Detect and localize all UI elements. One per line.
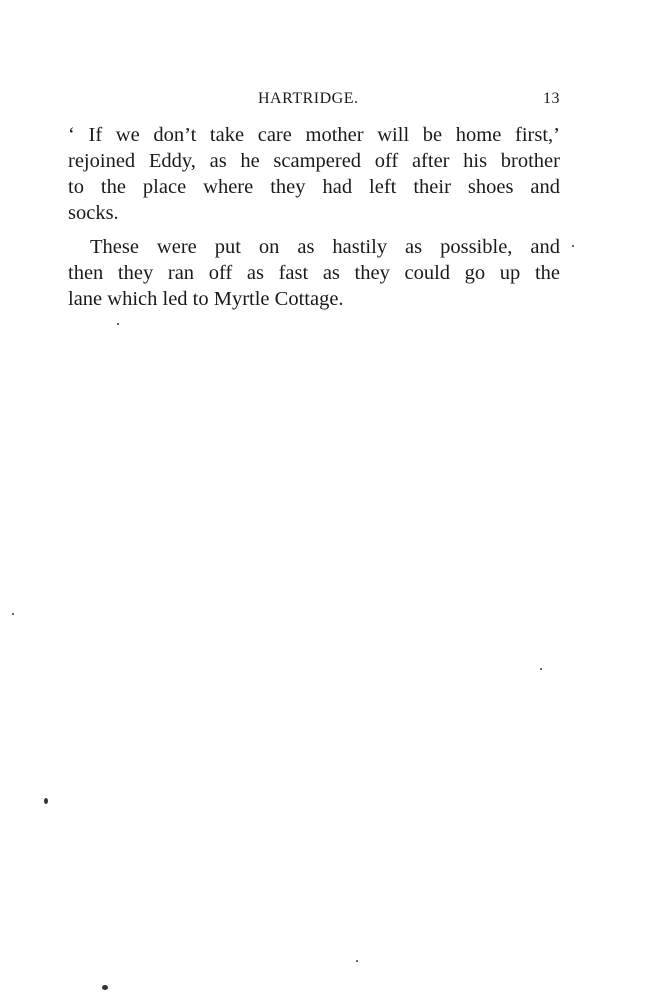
scan-speck <box>572 245 574 247</box>
text-line: socks. <box>68 202 119 224</box>
scan-speck <box>117 323 119 325</box>
body-text <box>68 122 560 312</box>
scan-speck <box>44 798 48 804</box>
paragraph-1 <box>68 122 560 226</box>
paragraph-2 <box>68 234 560 312</box>
text-line: lane which led to Myrtle Cottage. <box>68 288 344 310</box>
text-line: ‘ If we don’t take care mother will be home first,’ <box>68 124 560 146</box>
text-line: These were put on as hastily as possible, and <box>90 236 560 258</box>
scan-speck <box>356 960 358 962</box>
running-head-title: HARTRIDGE. <box>258 90 359 107</box>
paragraph-gap <box>68 226 560 234</box>
scan-speck <box>12 613 14 615</box>
scan-speck <box>540 668 542 670</box>
running-head <box>68 90 560 114</box>
page-number: 13 <box>543 90 560 107</box>
scan-speck <box>102 985 108 990</box>
text-line: then they ran off as fast as they could go up the <box>68 262 560 284</box>
text-line: to the place where they had left their shoes and <box>68 176 560 198</box>
text-line: rejoined Eddy, as he scampered off after his brother <box>68 150 560 172</box>
